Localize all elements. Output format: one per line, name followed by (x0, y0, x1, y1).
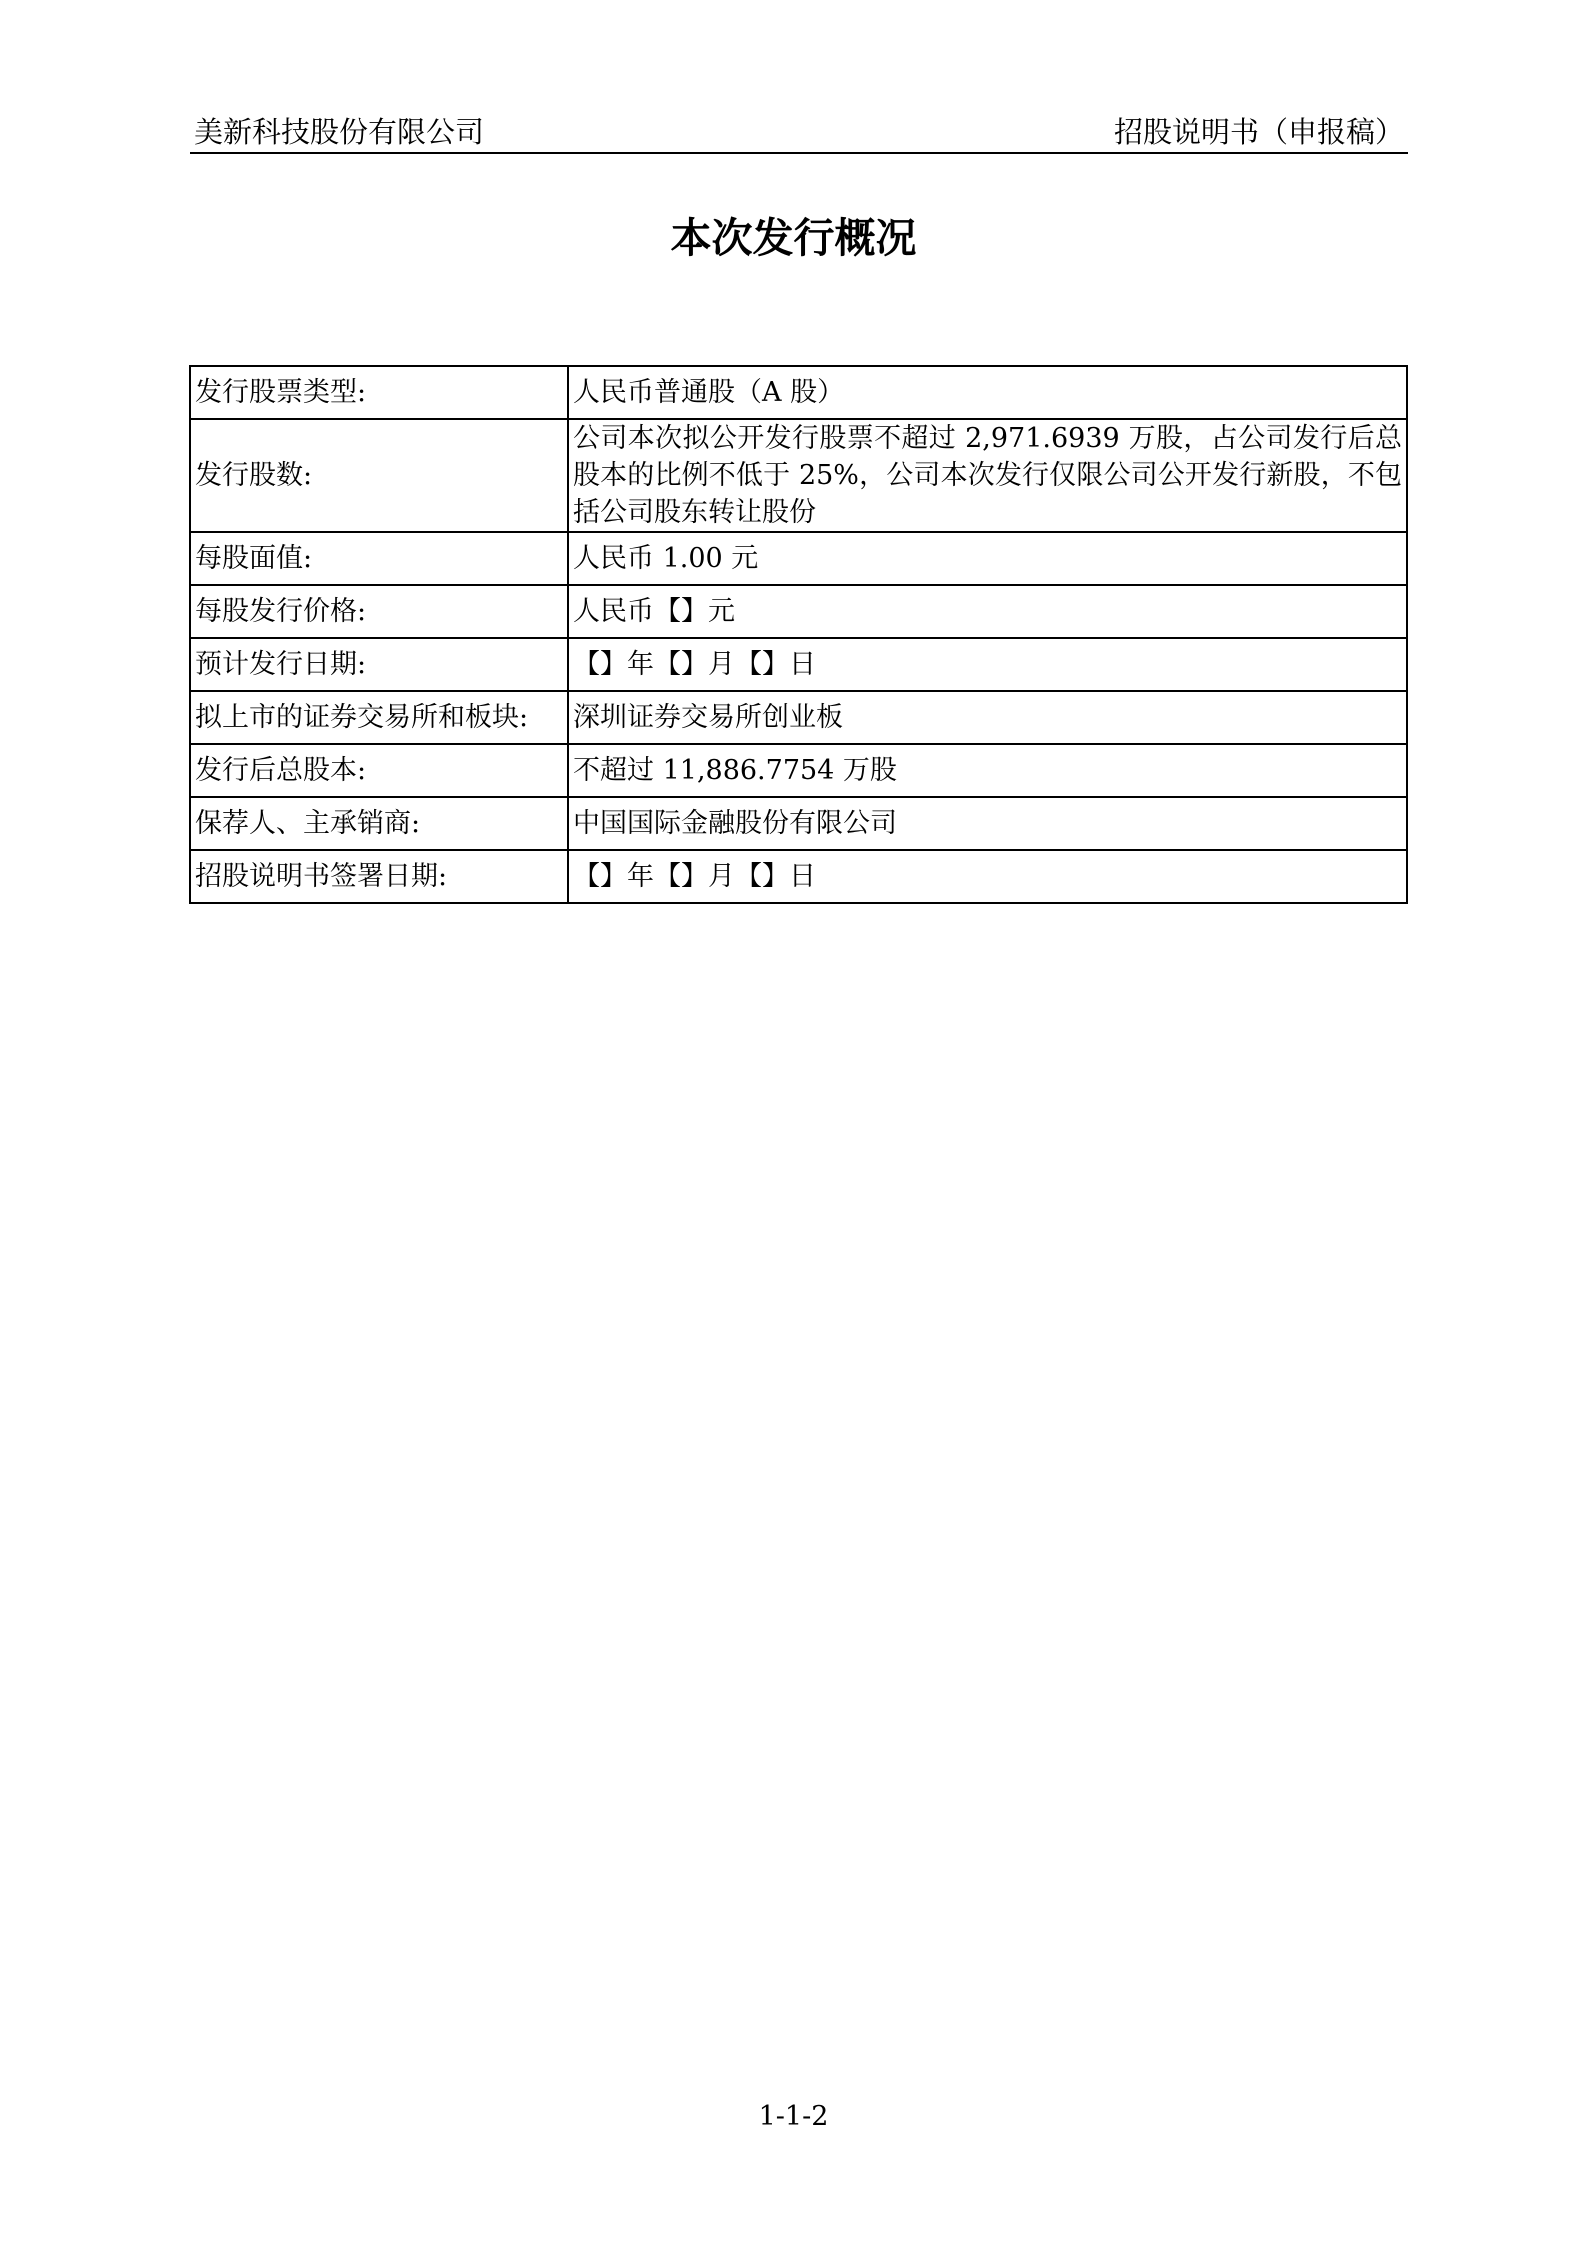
row-label: 预计发行日期: (190, 638, 568, 691)
row-label: 每股发行价格: (190, 585, 568, 638)
table-row (190, 850, 1407, 903)
row-label: 每股面值: (190, 532, 568, 585)
row-value: 【】年【】月【】日 (568, 638, 1407, 691)
table-row (190, 532, 1407, 585)
table-row (190, 744, 1407, 797)
header-company-name: 美新科技股份有限公司 (194, 115, 485, 149)
page-number: 1-1-2 (758, 2101, 829, 2132)
row-label: 发行股数: (190, 419, 568, 532)
row-label: 拟上市的证券交易所和板块: (190, 691, 568, 744)
row-label: 保荐人、主承销商: (190, 797, 568, 850)
row-value: 不超过 11,886.7754 万股 (568, 744, 1407, 797)
row-value: 人民币 1.00 元 (568, 532, 1407, 585)
table-row (190, 691, 1407, 744)
table-row (190, 419, 1407, 532)
table-row (190, 638, 1407, 691)
row-value: 人民币普通股（A 股） (568, 366, 1407, 419)
table-row (190, 585, 1407, 638)
row-value: 人民币【】元 (568, 585, 1407, 638)
row-value: 深圳证券交易所创业板 (568, 691, 1407, 744)
page-title: 本次发行概况 (670, 214, 917, 262)
row-label: 招股说明书签署日期: (190, 850, 568, 903)
page-header (190, 112, 1408, 154)
row-value: 公司本次拟公开发行股票不超过 2,971.6939 万股，占公司发行后总股本的比例不低于 25%，公司本次发行仅限公司公开发行新股，不包括公司股东转让股份 (568, 419, 1407, 532)
header-document-name: 招股说明书（申报稿） (1113, 115, 1404, 149)
row-value: 【】年【】月【】日 (568, 850, 1407, 903)
table-row (190, 366, 1407, 419)
issuance-overview-table (189, 365, 1408, 904)
table-row (190, 797, 1407, 850)
row-label: 发行股票类型: (190, 366, 568, 419)
row-label: 发行后总股本: (190, 744, 568, 797)
row-value: 中国国际金融股份有限公司 (568, 797, 1407, 850)
